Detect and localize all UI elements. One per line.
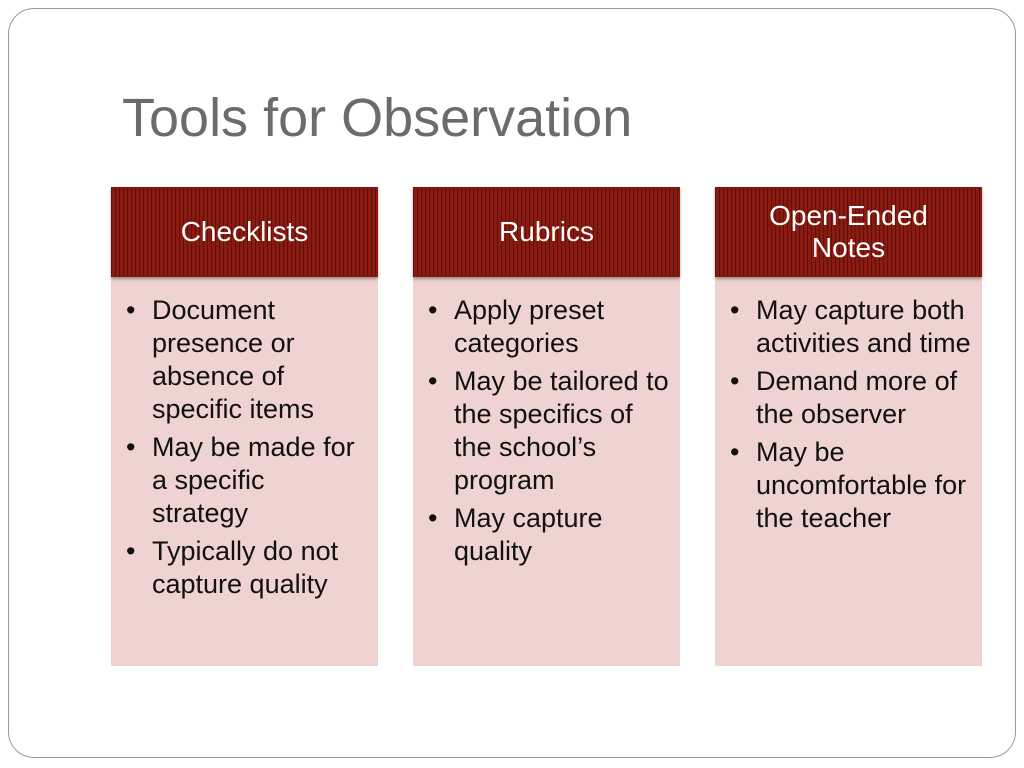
bullet-item (126, 431, 368, 530)
bullet-text: Apply preset categories (454, 295, 605, 358)
bullet-icon: • (428, 503, 438, 533)
column-checklists (111, 187, 378, 666)
column-heading: Checklists (180, 215, 309, 247)
bullet-text: May be tailored to the specifics of the school’s program (454, 366, 669, 495)
bullet-text: Demand more of the observer (756, 366, 958, 429)
bullet-text: May be made for a specific strategy (152, 432, 355, 528)
bullet-icon: • (126, 536, 136, 566)
column-heading: Rubrics (499, 215, 594, 247)
bullet-list (413, 277, 680, 568)
bullet-icon: • (730, 437, 740, 467)
column-body (111, 277, 378, 666)
bullet-item (730, 436, 972, 535)
bullet-item (428, 294, 670, 360)
column-body (413, 277, 680, 666)
bullet-icon: • (730, 366, 740, 396)
slide-frame (8, 8, 1016, 758)
bullet-text: May capture both activities and time (756, 295, 971, 358)
bullet-list (111, 277, 378, 601)
column-body (715, 277, 982, 666)
bullet-text: Typically do not capture quality (152, 536, 339, 599)
column-header (413, 187, 680, 277)
bullet-text: May capture quality (454, 503, 603, 566)
column-open-ended-notes (715, 187, 982, 666)
bullet-item (126, 294, 368, 426)
bullet-icon: • (126, 295, 136, 325)
bullet-text: May be uncomfortable for the teacher (756, 437, 967, 533)
bullet-item (730, 365, 972, 431)
bullet-item (126, 535, 368, 601)
column-rubrics (413, 187, 680, 666)
bullet-icon: • (428, 295, 438, 325)
bullet-item (730, 294, 972, 360)
bullet-icon: • (428, 366, 438, 396)
column-header (111, 187, 378, 277)
bullet-item (428, 502, 670, 568)
column-heading: Open-Ended Notes (769, 199, 928, 263)
slide-title: Tools for Observation (122, 88, 633, 148)
column-header (715, 187, 982, 277)
bullet-icon: • (730, 295, 740, 325)
bullet-item (428, 365, 670, 497)
bullet-list (715, 277, 982, 535)
bullet-text: Document presence or absence of specific items (152, 295, 315, 424)
bullet-icon: • (126, 432, 136, 462)
